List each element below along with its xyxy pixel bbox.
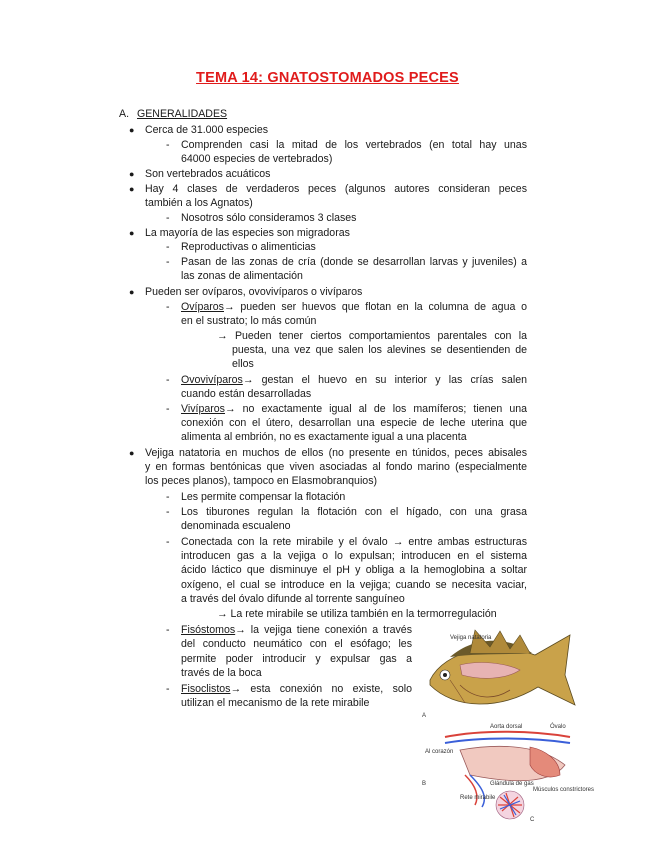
list-item: Conectada con la rete mirabile y el óvalo → entre ambas estructuras [181,536,527,548]
label-glandula: Glándula de gas [490,781,534,787]
list-item: puesta, una vez que salen los alevines se desentienden de [232,344,527,356]
label-b: B [422,781,427,787]
fish-illustration [430,630,575,705]
term-definition: → no exactamente igual al de los mamíferos; tienen una [224,403,527,415]
list-item: Nosotros sólo consideramos 3 clases [181,212,357,224]
term-definition: → pueden ser huevos que flotan en la columna de agua o [223,301,527,313]
list-item: ácido láctico que disminuye el pH y obliga a la hemoglobina a soltar [181,564,527,576]
dash-icon: - [166,212,170,224]
list-item: Les permite compensar la flotación [181,491,346,503]
list-item: Vejiga natatoria en muchos de ellos (no presente en túnidos, peces abisales [145,447,527,459]
term-definition: → esta conexión no existe, solo [230,683,412,695]
term-fisostomos: Fisóstomos [181,624,236,636]
dash-icon: - [166,139,170,151]
list-item: Reproductivas o alimenticias [181,241,316,253]
label-musculos: Músculos constrictores [533,787,595,793]
term-definition: → gestan el huevo en su interior y las crías salen [242,374,527,386]
list-item: denominada escualeno [181,520,291,532]
label-c: C [530,817,535,823]
list-item: alimenta al embrión, no es exactamente igual a una placenta [181,431,467,443]
list-item: y en formas bentónicas que viven asociadas al fondo marino (especialmente [145,461,527,473]
list-item: permite poder introducir y expulsar gas a [181,653,412,665]
swim-bladder-figure [420,625,595,825]
label-ovalo: Óvalo [550,724,566,730]
list-item: través de la boca [181,667,262,679]
list-item: del conducto neumático con el esófago; les [181,638,412,650]
term-definition: → la vejiga tiene conexión a través [235,624,412,636]
list-item [181,300,527,314]
list-item: Pueden ser ovíparos, ovovivíparos o vivíparos [145,286,363,298]
section-heading: GENERALIDADES [137,108,228,120]
list-item: a través del óvalo difunde al torrente sanguíneo [181,593,405,605]
list-item: conexión con el útero, desarrollan una especie de leche uterina que [181,417,527,429]
list-item: también a los Agnatos) [145,197,253,209]
list-item: 64000 especies de vertebrados) [181,153,333,165]
list-item: utilizan el mecanismo de la rete mirabile [181,697,370,709]
list-item: Hay 4 clases de verdaderos peces (algunos autores consideran peces [145,183,527,195]
label-corazon: Al corazón [425,749,454,755]
list-item: Pasan de las zonas de cría (donde se desarrollan larvas y juveniles) a [181,256,527,268]
dash-icon: - [166,241,170,253]
list-item: Son vertebrados acuáticos [145,168,271,180]
dash-icon: - [166,491,170,503]
list-item: introducen gas a la vejiga o lo expulsan; introducen en el sistema [181,550,527,562]
label-vejiga: Vejiga natatoria [450,635,492,641]
bullet-icon: ● [129,184,135,194]
list-item: → La rete mirabile se utiliza también en la termorregulación [217,608,497,620]
dash-icon: - [166,374,170,386]
list-item: en el sustrato; lo más común [181,315,317,327]
dash-icon: - [166,683,170,695]
dash-icon: - [166,536,170,548]
dash-icon: - [166,256,170,268]
bullet-icon: ● [129,287,135,297]
label-aorta: Aorta dorsal [490,724,523,730]
dash-icon: - [166,506,170,518]
list-item: ellos [232,358,254,370]
list-item: Los tiburones regulan la flotación con el hígado, con una grasa [181,506,527,518]
dash-icon: - [166,403,170,415]
dash-icon: - [166,301,170,313]
list-item: cuando están desarrolladas [181,388,312,400]
section-letter: A. [119,108,130,120]
bladder-vessels-illustration [445,732,570,819]
list-item: Cerca de 31.000 especies [145,124,269,136]
list-item: los peces planos), tampoco en Elasmobranquios) [145,475,378,487]
list-item [181,623,412,637]
list-item: oxígeno, el cual se introduce en la vejiga; cuando se necesita vaciar, [181,579,527,591]
term-fisoclistos: Fisoclistos [181,683,231,695]
list-item: → Pueden tener ciertos comportamientos parentales con la [217,330,527,342]
term-viviparos: Vivíparos [181,403,225,415]
term-oviparos: Ovíparos [181,301,224,313]
label-rete: Rete mirabile [460,795,496,801]
list-item: La mayoría de las especies son migradoras [145,227,350,239]
list-item: las zonas de alimentación [181,270,303,282]
dash-icon: - [166,624,170,636]
bullet-icon: ● [129,169,135,179]
list-item [181,373,527,387]
label-a: A [422,713,427,719]
term-ovoviviparos: Ovovivíparos [181,374,243,386]
page-title: TEMA 14: GNATOSTOMADOS PECES [196,70,459,86]
bullet-icon: ● [129,125,135,135]
bullet-icon: ● [129,228,135,238]
list-item [181,682,412,696]
rete-mirabile-illustration [496,791,524,819]
list-item [181,402,527,416]
bullet-icon: ● [129,448,135,458]
list-item: Comprenden casi la mitad de los vertebrados (en total hay unas [181,139,527,151]
